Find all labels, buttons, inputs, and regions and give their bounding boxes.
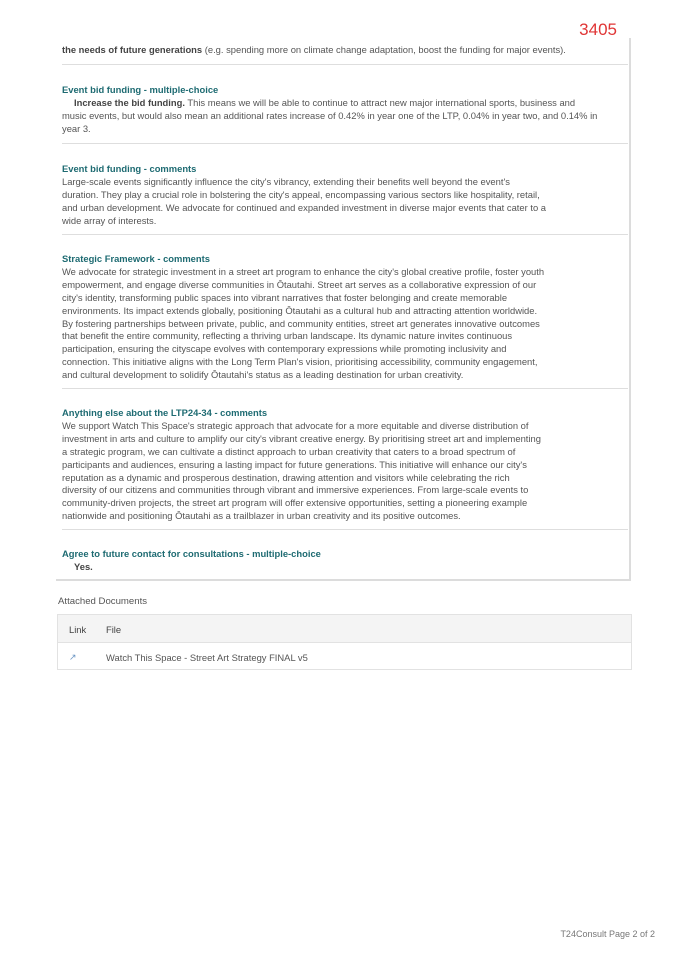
section-anything-else [62, 407, 628, 523]
table-row [58, 643, 631, 669]
table-header [58, 615, 631, 643]
comment-line: connection. This initiative aligns with the Long Term Plan's vision, prioritising accessibility, community engagement, [62, 356, 538, 368]
section-strategic-framework [62, 253, 628, 382]
comment-line: nationwide and positioning Ōtautahi as a trailblazer in urban creativity and its positive outcomes. [62, 510, 461, 522]
page-number: 3405 [579, 20, 617, 39]
comment-line: and cultural development to solidify Ōtautahi's status as a leading destination for urban creativity. [62, 369, 464, 381]
comment-line: We advocate for strategic investment in a street art program to enhance the city's global creative profile, foster youth [62, 265, 545, 277]
comment-line: Large-scale events significantly influence the city's vibrancy, extending their benefits well beyond the event's [62, 175, 510, 187]
comment-line: By fostering partnerships between private, public, and community entities, street art generates innovative outcomes [62, 317, 540, 329]
divider [62, 64, 628, 65]
comment-line: city's identity, transforming public spaces into vibrant narratives that foster belonging and create memorable [62, 291, 508, 303]
divider [62, 143, 628, 144]
intro-bold-text: the needs of future generations [62, 44, 203, 55]
comment-line: empowerment, and engage diverse communities in Ōtautahi. Street art serves as a collaborative expression of our [62, 278, 537, 290]
question-title: Event bid funding - comments [62, 163, 197, 174]
question-title: Agree to future contact for consultations - multiple-choice [62, 548, 321, 559]
comment-line: reputation as a dynamic and prosperous destination, drawing attention and visitors while celebrating the rich [62, 471, 510, 483]
comment-line: a strategic program, we can cultivate a distinct approach to urban creativity that caters to a broad spectrum of [62, 445, 516, 457]
divider [62, 234, 628, 235]
section-event-bid-comments [62, 163, 628, 228]
answer-detail: year 3. [62, 122, 91, 134]
comment-line: diversity of our citizens and communities through vibrant and immersive experiences. From large-scale events to [62, 484, 529, 496]
answer-text: Increase the bid funding. [74, 96, 185, 108]
comment-line: We support Watch This Space's strategic approach that advocate for a more equitable and diverse distribution of [62, 419, 529, 431]
page-footer: T24Consult Page 2 of 2 [560, 929, 655, 939]
attached-documents-table [57, 614, 632, 670]
comment-line: and urban development. We advocate for continued and expanded investment in diverse major events that cater to a [62, 201, 546, 213]
comment-line: participants and audiences, ensuring a lasting impact for future generations. This initiative will enhance our city's [62, 458, 527, 470]
comment-line: investment in arts and culture to amplify our city's vibrant creative energy. By prioritising street art and implementing [62, 432, 541, 444]
attached-documents-heading: Attached Documents [58, 596, 148, 607]
column-header-link: Link [69, 624, 87, 635]
comment-line: community-driven projects, the street art program will offer extensive opportunities, setting a pioneering example [62, 497, 528, 509]
answer-detail: This means we will be able to continue to attract new major international sports, business and [184, 96, 576, 108]
submission-panel [56, 38, 631, 581]
intro-text: (e.g. spending more on climate change adaptation, boost the funding for major events). [202, 44, 566, 55]
column-header-file: File [106, 624, 122, 635]
intro-paragraph [62, 44, 628, 57]
question-title: Event bid funding - multiple-choice [62, 84, 219, 95]
comment-line: wide array of interests. [62, 214, 157, 226]
question-title: Strategic Framework - comments [62, 253, 210, 264]
comment-line: duration. They play a crucial role in bolstering the city's appeal, encompassing various sectors like hospitality, retail, [62, 188, 540, 200]
question-title: Anything else about the LTP24-34 - comments [62, 407, 268, 418]
answer-detail: music events, but would also mean an additional rates increase of 0.42% in year one of the LTP, 0.04% in year two, and 0.14% in [62, 109, 598, 121]
comment-line: environments. Its impact extends globally, positioning Ōtautahi as a cultural hub and attracting attention worldwide. [62, 304, 538, 316]
section-event-bid-choice [62, 84, 628, 136]
link-icon[interactable]: ↗ [69, 652, 77, 662]
section-future-contact [62, 548, 628, 574]
comment-line: that benefit the entire community, reflecting a thriving urban landscape. Its dynamic nature invites continuous [62, 330, 513, 342]
divider [62, 529, 628, 530]
file-name: Watch This Space - Street Art Strategy FINAL v5 [106, 652, 308, 663]
answer-text: Yes. [74, 560, 93, 572]
divider [62, 388, 628, 389]
comment-line: participation, ensuring the cityscape evolves with contemporary expressions while promoting inclusivity and [62, 343, 507, 355]
